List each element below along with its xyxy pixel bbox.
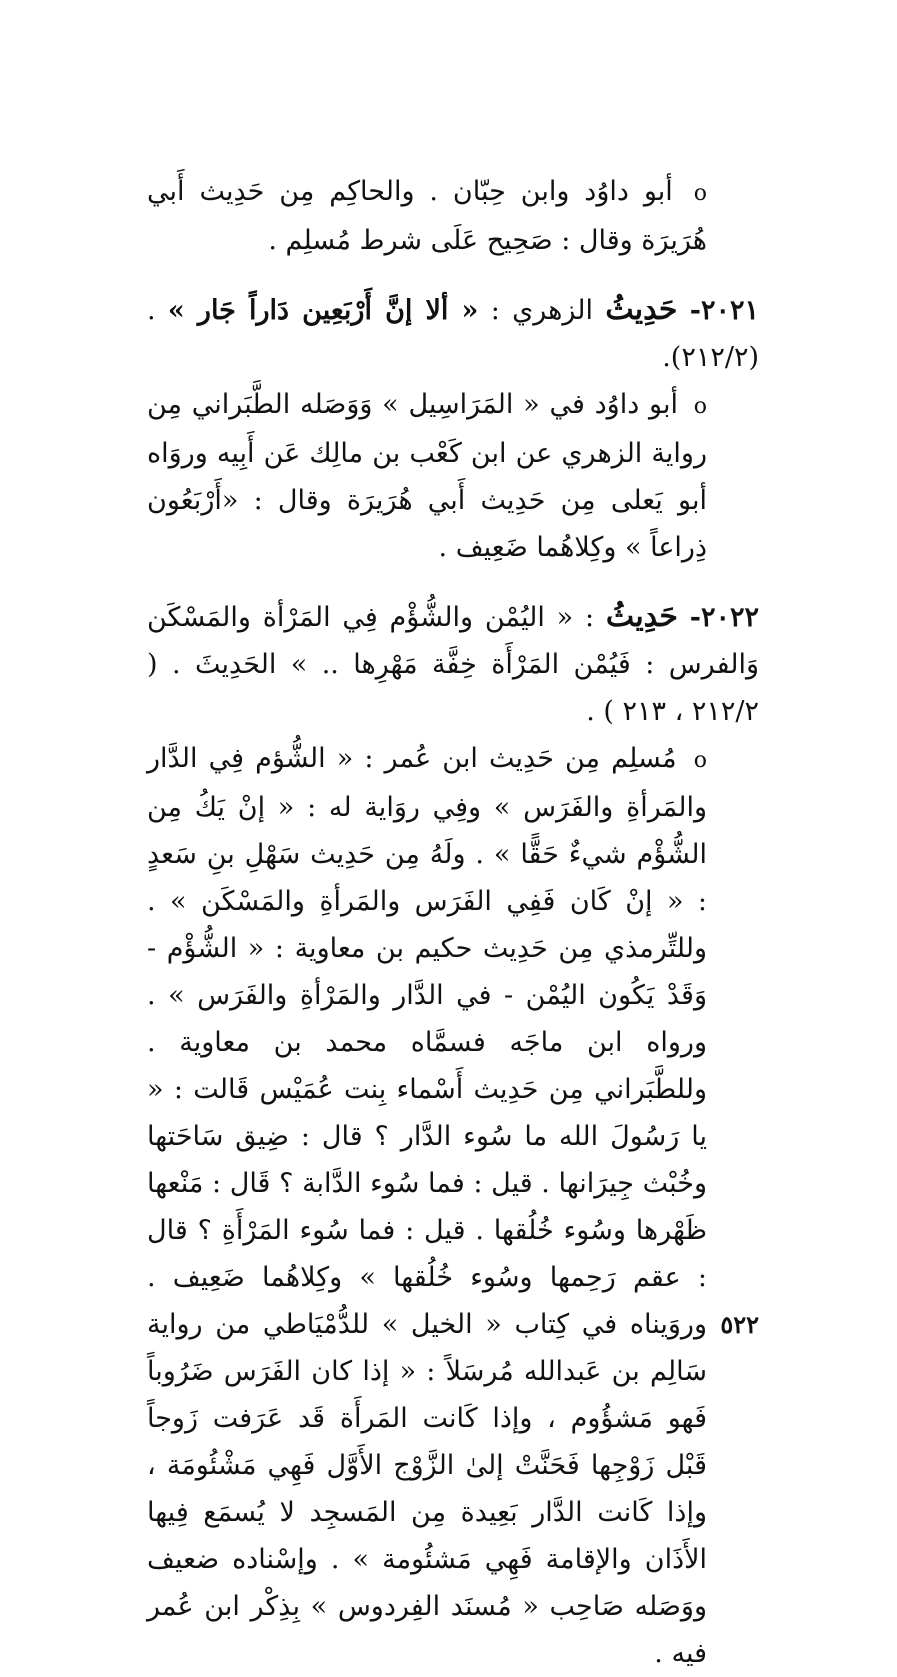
hadith-keyword: حَدِيثُ — [605, 292, 678, 327]
hadith-2021 — [147, 286, 759, 381]
circle-marker-icon: o — [693, 394, 707, 419]
note-paragraph-1 — [147, 168, 707, 264]
note-text: أبو داوُد وابن حِبّان . والحاكِم مِن حَدِيث أَبي هُرَيرَة وقال : صَحِيح عَلَى شرط مُسلِم . — [147, 176, 707, 256]
text-column — [147, 168, 759, 1677]
note-paragraph-3 — [147, 735, 707, 1677]
hadith-lead: : — [584, 602, 595, 633]
circle-marker-icon: o — [693, 748, 707, 773]
hadith-quote: « ألا إنَّ أَرْبَعِين دَاراً جَار » — [167, 295, 479, 326]
hadith-keyword: حَدِيثُ — [605, 599, 678, 634]
note-text: أبو داوُد في « المَرَاسِيل » وَوَصَله الطَّبَراني مِن رواية الزهري عن ابن كَعْب بن مالِك عَن أَبِيه وروَاه أبو يَعلى مِن حَدِيث أَبي هُرَيرَة وقال : «أَرْبَعُون ذِراعاً » وكِلاهُما ضَعِيف . — [147, 389, 707, 563]
hadith-number: ٢٠٢١- — [689, 295, 759, 326]
hadith-ref: ( ٢١٢/٢ ، ٢١٣ ) . — [147, 649, 759, 727]
hadith-2022 — [147, 593, 759, 735]
hadith-ref: . (٢١٢/٢). — [147, 295, 759, 373]
hadith-quote: « اليُمْن والشُّؤْم فِي المَرْأة والمَسْكَن وَالفرس : فَيُمْن المَرْأَة خِفَّة مَهْرِها .. » الحَدِيثَ . — [147, 602, 760, 680]
note-text: مُسلِم مِن حَدِيث ابن عُمر : « الشُّؤم فِي الدَّار والمَرأةِ والفَرَس » وفِي روَاية له : « إنْ يَكُ مِن الشُّؤْم شيءٌ حَقًّا » . ولَهُ مِن حَدِيث سَهْلِ بنِ سَعدٍ : « إنْ كَان فَفِي الفَرَس والمَرأةِ والمَسْكَن » . وللتِّرمذي مِن حَدِيث حكيم بن معاوية : « الشُّؤْم - وَقَدْ يَكُون اليُمْن - في الدَّار والمَرْأةِ والفَرَس » . ورواه ابن ماجَه فسمَّاه محمد بن معاوية . وللطَّبَراني مِن حَدِيث أَسْماء بِنت عُمَيْس قَالت : « يا رَسُولَ الله ما سُوء الدَّار ؟ قال : ضِيق سَاحَتها وخُبْث جِيرَانها . قيل : فما سُوء الدَّابة ؟ قَال : مَنْعها ظَهْرها وسُوء خُلُقها . قيل : فما سُوء المَرْأَةِ ؟ قال : عقم رَحِمها وسُوء خُلُقها » وكِلاهُما ضَعِيف . وروَيناه في كِتاب « الخيل » للدُّمْيَاطي من رواية سَالِم بن عَبدالله مُرسَلاً : « إذا كان الفَرَس ضَرُوباً فَهو مَشؤُوم ، وإذا كَانت المَرأَة قَد عَرَفت زَوجاً قَبْل زَوْجِها فَحَنَّتْ إلىٰ الزَّوْج الأَوَّل فَهِي مَشْئُومَة ، وإذا كَانت الدَّار بَعِيدة مِن المَسجِد لا يُسمَع فِيها الأَذَان والإقامة فَهِي مَشئُومة » . وإسْناده ضعيف ووَصَله صَاحِب « مُسنَد الفِردوس » بِذِكْر ابن عُمر فيه . — [147, 743, 707, 1669]
hadith-number: ٢٠٢٢- — [689, 602, 759, 633]
hadith-lead: الزهري : — [490, 295, 594, 326]
note-paragraph-2 — [147, 381, 707, 571]
page-number: ٥٢٢ — [720, 1310, 759, 1339]
circle-marker-icon: o — [693, 181, 707, 206]
